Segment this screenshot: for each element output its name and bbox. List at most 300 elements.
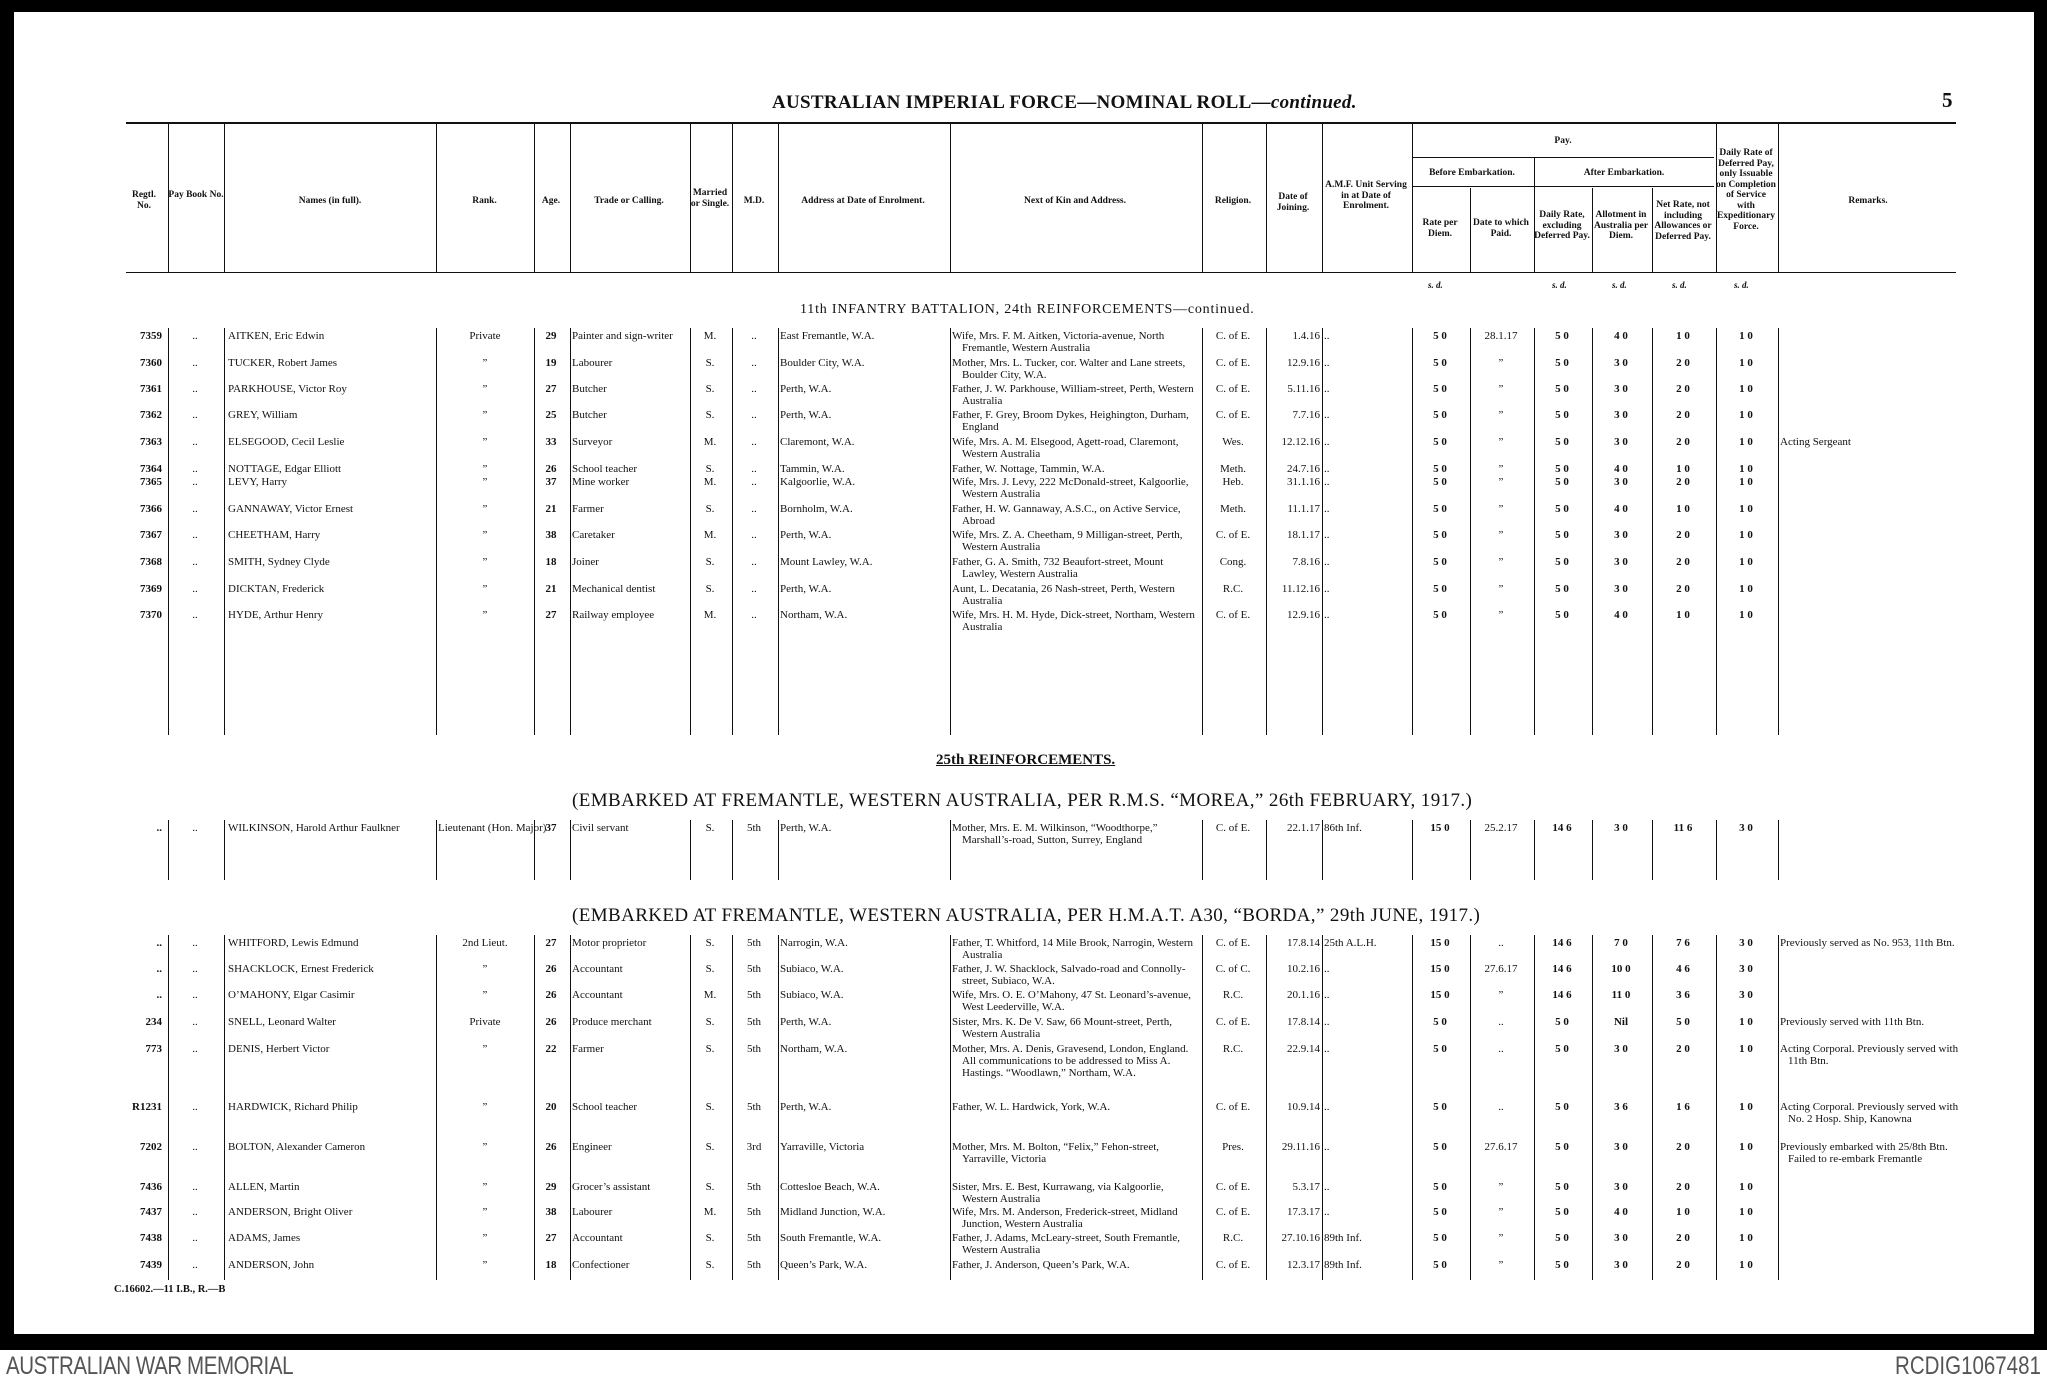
cell-age: 27 xyxy=(545,383,557,395)
cell-pb: .. xyxy=(192,609,198,621)
cell-rank: ” xyxy=(482,609,488,621)
cell-allot: 4 0 xyxy=(1614,503,1628,515)
column-rule xyxy=(1778,820,1779,880)
cell-name: LEVY, Harry xyxy=(228,476,288,488)
column-rule xyxy=(690,124,691,272)
cell-ms: M. xyxy=(703,609,717,621)
cell-rank: Lieutenant (Hon. Major) xyxy=(438,822,547,834)
column-rule xyxy=(732,124,733,272)
cell-nok: Father, J. W. Shacklock, Salvado-road and Connolly-street, Subiaco, W.A. xyxy=(952,963,1186,987)
cell-doj: 20.1.16 xyxy=(1287,989,1320,1001)
cell-rate: 5 0 xyxy=(1433,383,1447,395)
cell-age: 38 xyxy=(545,529,557,541)
cell-addr: Perth, W.A. xyxy=(780,383,832,395)
cell-allot: 3 0 xyxy=(1614,1259,1628,1271)
cell-daily: 5 0 xyxy=(1555,383,1569,395)
cell-paid: ” xyxy=(1498,357,1504,369)
cell-rem: Previously served as No. 953, 11th Btn. xyxy=(1780,937,1955,949)
cell-age: 22 xyxy=(545,1043,557,1055)
cell-daily: 5 0 xyxy=(1555,1232,1569,1244)
column-rule xyxy=(778,328,779,735)
cell-addr: Claremont, W.A. xyxy=(780,436,855,448)
cell-age: 21 xyxy=(545,583,557,595)
cell-pb: .. xyxy=(192,383,198,395)
cell-rel: C. of E. xyxy=(1215,529,1251,541)
cell-name: ANDERSON, Bright Oliver xyxy=(228,1206,353,1218)
cell-doj: 5.11.16 xyxy=(1287,383,1320,395)
cell-addr: Subiaco, W.A. xyxy=(780,989,844,1001)
cell-daily: 5 0 xyxy=(1555,436,1569,448)
cell-no: R1231 xyxy=(132,1101,162,1113)
cell-rem: Previously embarked with 25/8th Btn. Failed to re-embark Fremantle xyxy=(1780,1141,1948,1165)
pay-rule xyxy=(1412,157,1714,158)
cell-age: 26 xyxy=(545,1016,557,1028)
cell-def: 1 0 xyxy=(1739,436,1753,448)
cell-rel: C. of E. xyxy=(1215,1016,1251,1028)
cell-doj: 12.9.16 xyxy=(1287,357,1320,369)
cell-rank: 2nd Lieut. xyxy=(462,937,508,949)
cell-ms: S. xyxy=(705,556,715,568)
cell-no: 7365 xyxy=(140,476,162,488)
cell-rank: ” xyxy=(482,1141,488,1153)
cell-paid: ” xyxy=(1498,1181,1504,1193)
cell-rate: 5 0 xyxy=(1433,1181,1447,1193)
cell-trade: Mine worker xyxy=(572,476,630,488)
cell-addr: Bornholm, W.A. xyxy=(780,503,853,515)
cell-age: 25 xyxy=(545,409,557,421)
cell-doj: 22.9.14 xyxy=(1287,1043,1320,1055)
cell-nok: Father, H. W. Gannaway, A.S.C., on Active Service, Abroad xyxy=(952,503,1181,527)
column-rule xyxy=(1322,935,1323,1280)
cell-paid: ” xyxy=(1498,383,1504,395)
cell-no: 7439 xyxy=(140,1259,162,1271)
cell-trade: Grocer’s assistant xyxy=(572,1181,651,1193)
cell-pb: .. xyxy=(192,556,198,568)
cell-no: 7438 xyxy=(140,1232,162,1244)
cell-doj: 29.11.16 xyxy=(1281,1141,1320,1153)
cell-nok: Mother, Mrs. A. Denis, Gravesend, London, England. All communications to be addressed to Miss A. Hastings. “Woodlawn,” Northam, W.A. xyxy=(952,1043,1189,1079)
cell-rank: ” xyxy=(482,1043,488,1055)
cell-paid: ” xyxy=(1498,503,1504,515)
cell-no: .. xyxy=(156,989,162,1001)
cell-net: 2 0 xyxy=(1676,1043,1690,1055)
cell-rate: 5 0 xyxy=(1433,583,1447,595)
cell-rel: C. of E. xyxy=(1215,1181,1251,1193)
cell-doj: 7.8.16 xyxy=(1292,556,1320,568)
cell-age: 29 xyxy=(545,330,557,342)
cell-name: GANNAWAY, Victor Ernest xyxy=(228,503,354,515)
cell-name: HYDE, Arthur Henry xyxy=(228,609,324,621)
column-rule xyxy=(778,820,779,880)
column-rule xyxy=(1470,188,1471,272)
cell-net: 2 0 xyxy=(1676,476,1690,488)
cell-ms: S. xyxy=(705,1101,715,1113)
cell-age: 26 xyxy=(545,963,557,975)
cell-pb: .. xyxy=(192,330,198,342)
section-25th-reinforcements: 25th REINFORCEMENTS. xyxy=(936,752,1116,768)
column-rule xyxy=(950,328,951,735)
cell-allot: 3 0 xyxy=(1614,1141,1628,1153)
cell-addr: Tammin, W.A. xyxy=(780,463,845,475)
cell-pb: .. xyxy=(192,937,198,949)
cell-md: 5th xyxy=(746,822,762,834)
header-trade: Trade or Calling. xyxy=(594,196,664,206)
cell-def: 1 0 xyxy=(1739,330,1753,342)
cell-no: 234 xyxy=(145,1016,162,1028)
cell-rel: R.C. xyxy=(1222,989,1244,1001)
cell-daily: 14 6 xyxy=(1552,822,1572,834)
cell-rel: C. of E. xyxy=(1215,937,1251,949)
header-age: Age. xyxy=(541,196,561,206)
cell-name: O’MAHONY, Elgar Casimir xyxy=(228,989,355,1001)
cell-addr: Perth, W.A. xyxy=(780,409,832,421)
cell-daily: 5 0 xyxy=(1555,330,1569,342)
column-rule xyxy=(224,328,225,735)
cell-age: 27 xyxy=(545,937,557,949)
cell-def: 1 0 xyxy=(1739,583,1753,595)
cell-addr: Midland Junction, W.A. xyxy=(780,1206,886,1218)
archive-name: AUSTRALIAN WAR MEMORIAL xyxy=(6,1352,294,1380)
cell-addr: Subiaco, W.A. xyxy=(780,963,844,975)
cell-rank: ” xyxy=(482,476,488,488)
cell-daily: 5 0 xyxy=(1555,1016,1569,1028)
cell-rank: Private xyxy=(469,1016,501,1028)
cell-net: 2 0 xyxy=(1676,556,1690,568)
cell-trade: Joiner xyxy=(572,556,599,568)
cell-amf: .. xyxy=(1324,1016,1330,1028)
cell-doj: 18.1.17 xyxy=(1287,529,1320,541)
section-11th-battalion: 11th INFANTRY BATTALION, 24th REINFORCEMENTS—continued. xyxy=(800,302,1255,317)
column-rule xyxy=(570,935,571,1280)
cell-addr: Boulder City, W.A. xyxy=(780,357,865,369)
cell-daily: 5 0 xyxy=(1555,1101,1569,1113)
cell-amf: .. xyxy=(1324,963,1330,975)
header-date-paid: Date to which Paid. xyxy=(1473,218,1529,239)
header-next-of-kin: Next of Kin and Address. xyxy=(1024,196,1126,206)
cell-trade: Farmer xyxy=(572,1043,604,1055)
header-remarks: Remarks. xyxy=(1848,196,1888,206)
cell-no: 7437 xyxy=(140,1206,162,1218)
cell-paid: ” xyxy=(1498,436,1504,448)
cell-rel: R.C. xyxy=(1222,1043,1244,1055)
cell-net: 4 6 xyxy=(1676,963,1690,975)
column-rule xyxy=(168,935,169,1280)
cell-pb: .. xyxy=(192,463,198,475)
cell-addr: Perth, W.A. xyxy=(780,1101,832,1113)
cell-nok: Father, G. A. Smith, 732 Beaufort-street, Mount Lawley, Western Australia xyxy=(952,556,1164,580)
cell-ms: S. xyxy=(705,963,715,975)
cell-age: 18 xyxy=(545,556,557,568)
cell-md: 3rd xyxy=(746,1141,762,1153)
header-deferred: Daily Rate of Deferred Pay, only Issuable on Completion of Service with Expeditionary Force. xyxy=(1716,148,1776,232)
cell-rate: 5 0 xyxy=(1433,330,1447,342)
cell-ms: S. xyxy=(705,503,715,515)
cell-age: 19 xyxy=(545,357,557,369)
cell-no: 7366 xyxy=(140,503,162,515)
cell-name: WHITFORD, Lewis Edmund xyxy=(228,937,359,949)
cell-rate: 5 0 xyxy=(1433,476,1447,488)
cell-paid: ” xyxy=(1498,609,1504,621)
cell-rel: Heb. xyxy=(1222,476,1244,488)
cell-rank: ” xyxy=(482,383,488,395)
cell-def: 1 0 xyxy=(1739,1101,1753,1113)
cell-name: PARKHOUSE, Victor Roy xyxy=(228,383,347,395)
cell-doj: 7.7.16 xyxy=(1292,409,1320,421)
cell-def: 3 0 xyxy=(1739,989,1753,1001)
cell-pb: .. xyxy=(192,963,198,975)
cell-name: HARDWICK, Richard Philip xyxy=(228,1101,358,1113)
cell-rel: C. of E. xyxy=(1215,357,1251,369)
cell-def: 1 0 xyxy=(1739,463,1753,475)
cell-amf: .. xyxy=(1324,529,1330,541)
cell-rate: 5 0 xyxy=(1433,1043,1447,1055)
cell-addr: Mount Lawley, W.A. xyxy=(780,556,873,568)
cell-rel: C. of E. xyxy=(1215,330,1251,342)
cell-md: 5th xyxy=(746,1206,762,1218)
cell-no: 7370 xyxy=(140,609,162,621)
cell-doj: 17.8.14 xyxy=(1287,937,1320,949)
cell-daily: 5 0 xyxy=(1555,357,1569,369)
cell-paid: ” xyxy=(1498,1232,1504,1244)
header-regtl-no: Regtl. No. xyxy=(131,190,156,211)
cell-name: BOLTON, Alexander Cameron xyxy=(228,1141,366,1153)
cell-rank: ” xyxy=(482,583,488,595)
cell-rank: ” xyxy=(482,357,488,369)
column-rule xyxy=(1778,935,1779,1280)
cell-amf: .. xyxy=(1324,1141,1330,1153)
header-pay-book-no: Pay Book No. xyxy=(168,190,224,200)
cell-md: .. xyxy=(751,330,757,342)
column-rule xyxy=(168,328,169,735)
cell-addr: Narrogin, W.A. xyxy=(780,937,848,949)
cell-allot: 3 0 xyxy=(1614,383,1628,395)
cell-pb: .. xyxy=(192,1043,198,1055)
cell-pb: .. xyxy=(192,583,198,595)
cell-no: 7363 xyxy=(140,436,162,448)
column-rule xyxy=(1534,158,1535,272)
cell-pb: .. xyxy=(192,503,198,515)
cell-nok: Wife, Mrs. Z. A. Cheetham, 9 Milligan-street, Perth, Western Australia xyxy=(952,529,1183,553)
cell-rate: 5 0 xyxy=(1433,1101,1447,1113)
header-bottom-rule xyxy=(126,272,1956,273)
cell-nok: Father, W. L. Hardwick, York, W.A. xyxy=(952,1101,1111,1113)
section-morea-embarkation: (EMBARKED AT FREMANTLE, WESTERN AUSTRALIA, PER R.M.S. “MOREA,” 26th FEBRUARY, 1917.) xyxy=(572,790,1473,811)
cell-trade: Mechanical dentist xyxy=(572,583,656,595)
cell-allot: 3 0 xyxy=(1614,583,1628,595)
cell-def: 1 0 xyxy=(1739,357,1753,369)
column-rule xyxy=(570,820,571,880)
cell-rel: C. of E. xyxy=(1215,1206,1251,1218)
cell-paid: .. xyxy=(1498,1016,1504,1028)
cell-no: 773 xyxy=(145,1043,162,1055)
cell-paid: 27.6.17 xyxy=(1484,963,1518,975)
column-rule xyxy=(534,935,535,1280)
cell-rel: Meth. xyxy=(1220,503,1246,515)
cell-rank: ” xyxy=(482,1259,488,1271)
cell-nok: Sister, Mrs. K. De V. Saw, 66 Mount-street, Perth, Western Australia xyxy=(952,1016,1172,1040)
cell-nok: Wife, Mrs. A. M. Elsegood, Agett-road, Claremont, Western Australia xyxy=(952,436,1179,460)
cell-name: AITKEN, Eric Edwin xyxy=(228,330,325,342)
cell-allot: 4 0 xyxy=(1614,1206,1628,1218)
cell-no: 7436 xyxy=(140,1181,162,1193)
cell-doj: 12.12.16 xyxy=(1281,436,1320,448)
cell-allot: 3 0 xyxy=(1614,1232,1628,1244)
cell-daily: 14 6 xyxy=(1552,937,1572,949)
cell-daily: 14 6 xyxy=(1552,989,1572,1001)
cell-pb: .. xyxy=(192,1101,198,1113)
cell-paid: ” xyxy=(1498,1206,1504,1218)
cell-daily: 5 0 xyxy=(1555,1043,1569,1055)
cell-md: 5th xyxy=(746,1043,762,1055)
cell-doj: 11.1.17 xyxy=(1287,503,1320,515)
cell-doj: 10.9.14 xyxy=(1287,1101,1320,1113)
column-rule xyxy=(570,124,571,272)
cell-doj: 22.1.17 xyxy=(1287,822,1320,834)
cell-net: 1 0 xyxy=(1676,1206,1690,1218)
cell-rate: 5 0 xyxy=(1433,556,1447,568)
header-rank: Rank. xyxy=(472,196,497,206)
cell-def: 1 0 xyxy=(1739,1259,1753,1271)
cell-amf: .. xyxy=(1324,383,1330,395)
header-rate-per-diem: Rate per Diem. xyxy=(1422,218,1458,239)
cell-trade: Labourer xyxy=(572,1206,613,1218)
cell-paid: ” xyxy=(1498,556,1504,568)
column-rule xyxy=(1716,124,1717,272)
archive-id: RCDIG1067481 xyxy=(1895,1352,2041,1380)
column-rule xyxy=(534,328,535,735)
cell-nok: Sister, Mrs. E. Best, Kurrawang, via Kalgoorlie, Western Australia xyxy=(952,1181,1164,1205)
cell-allot: 4 0 xyxy=(1614,609,1628,621)
cell-ms: S. xyxy=(705,357,715,369)
cell-addr: Kalgoorlie, W.A. xyxy=(780,476,856,488)
cell-name: ADAMS, James xyxy=(228,1232,301,1244)
cell-pb: .. xyxy=(192,1206,198,1218)
cell-no: 7362 xyxy=(140,409,162,421)
cell-amf: .. xyxy=(1324,989,1330,1001)
cell-addr: Perth, W.A. xyxy=(780,1016,832,1028)
cell-nok: Father, J. Adams, McLeary-street, South Fremantle, Western Australia xyxy=(952,1232,1181,1256)
cell-paid: 28.1.17 xyxy=(1484,330,1518,342)
cell-net: 2 0 xyxy=(1676,436,1690,448)
cell-name: TUCKER, Robert James xyxy=(228,357,338,369)
cell-net: 2 0 xyxy=(1676,357,1690,369)
cell-doj: 1.4.16 xyxy=(1292,330,1320,342)
cell-md: .. xyxy=(751,463,757,475)
unit-allot: s. d. xyxy=(1612,280,1627,290)
cell-amf: .. xyxy=(1324,1101,1330,1113)
cell-no: 7364 xyxy=(140,463,162,475)
cell-amf: .. xyxy=(1324,583,1330,595)
cell-paid: ” xyxy=(1498,529,1504,541)
cell-rel: Cong. xyxy=(1219,556,1247,568)
cell-net: 11 6 xyxy=(1673,822,1693,834)
column-rule xyxy=(224,124,225,272)
column-rule xyxy=(778,935,779,1280)
cell-allot: 3 0 xyxy=(1614,357,1628,369)
cell-net: 3 6 xyxy=(1676,989,1690,1001)
cell-paid: ” xyxy=(1498,1259,1504,1271)
cell-amf: .. xyxy=(1324,503,1330,515)
cell-daily: 5 0 xyxy=(1555,529,1569,541)
cell-age: 26 xyxy=(545,989,557,1001)
cell-paid: 25.2.17 xyxy=(1484,822,1518,834)
cell-def: 1 0 xyxy=(1739,1206,1753,1218)
cell-no: 7368 xyxy=(140,556,162,568)
cell-rank: ” xyxy=(482,463,488,475)
cell-name: SNELL, Leonard Walter xyxy=(228,1016,336,1028)
cell-nok: Wife, Mrs. M. Anderson, Frederick-street, Midland Junction, Western Australia xyxy=(952,1206,1178,1230)
embark-rule xyxy=(1412,186,1714,187)
cell-md: .. xyxy=(751,357,757,369)
cell-allot: 3 0 xyxy=(1614,556,1628,568)
cell-rel: C. of E. xyxy=(1215,1259,1251,1271)
column-rule xyxy=(224,935,225,1280)
cell-age: 26 xyxy=(545,1141,557,1153)
cell-def: 1 0 xyxy=(1739,529,1753,541)
cell-age: 33 xyxy=(545,436,557,448)
cell-rate: 15 0 xyxy=(1430,822,1450,834)
column-rule xyxy=(436,124,437,272)
cell-def: 1 0 xyxy=(1739,409,1753,421)
cell-age: 27 xyxy=(545,609,557,621)
cell-trade: School teacher xyxy=(572,1101,638,1113)
cell-md: .. xyxy=(751,556,757,568)
cell-ms: M. xyxy=(703,476,717,488)
cell-net: 7 6 xyxy=(1676,937,1690,949)
column-rule xyxy=(168,124,169,272)
cell-amf: .. xyxy=(1324,436,1330,448)
cell-allot: 3 0 xyxy=(1614,822,1628,834)
cell-rem: Previously served with 11th Btn. xyxy=(1780,1016,1925,1028)
cell-ms: S. xyxy=(705,937,715,949)
cell-amf: 86th Inf. xyxy=(1324,822,1362,834)
cell-amf: .. xyxy=(1324,330,1330,342)
column-rule xyxy=(168,820,169,880)
cell-addr: Perth, W.A. xyxy=(780,529,832,541)
section-borda-embarkation: (EMBARKED AT FREMANTLE, WESTERN AUSTRALIA, PER H.M.A.T. A30, “BORDA,” 29th JUNE, 1917.) xyxy=(572,905,1481,926)
cell-name: ALLEN, Martin xyxy=(228,1181,300,1193)
cell-daily: 5 0 xyxy=(1555,583,1569,595)
header-md: M.D. xyxy=(743,196,765,206)
header-amf-unit: A.M.F. Unit Serving in at Date of Enrolment. xyxy=(1325,180,1407,211)
cell-rate: 15 0 xyxy=(1430,963,1450,975)
cell-trade: Confectioner xyxy=(572,1259,630,1271)
unit-rate: s. d. xyxy=(1428,280,1443,290)
cell-daily: 5 0 xyxy=(1555,463,1569,475)
cell-md: 5th xyxy=(746,1181,762,1193)
cell-ms: M. xyxy=(703,436,717,448)
header-net-rate: Net Rate, not including Allowances or Deferred Pay. xyxy=(1654,200,1712,242)
cell-trade: Railway employee xyxy=(572,609,655,621)
cell-name: WILKINSON, Harold Arthur Faulkner xyxy=(228,822,400,834)
cell-rate: 5 0 xyxy=(1433,1141,1447,1153)
header-top-rule xyxy=(126,122,1956,124)
cell-trade: Accountant xyxy=(572,963,623,975)
cell-amf: .. xyxy=(1324,476,1330,488)
cell-md: 5th xyxy=(746,1016,762,1028)
cell-rem: Acting Sergeant xyxy=(1780,436,1851,448)
cell-rel: C. of E. xyxy=(1215,383,1251,395)
cell-net: 1 0 xyxy=(1676,463,1690,475)
column-rule xyxy=(1652,188,1653,272)
cell-md: .. xyxy=(751,583,757,595)
cell-net: 2 0 xyxy=(1676,583,1690,595)
cell-rate: 5 0 xyxy=(1433,357,1447,369)
cell-ms: S. xyxy=(705,1259,715,1271)
cell-rem: Acting Corporal. Previously served with 11th Btn. xyxy=(1780,1043,1959,1067)
cell-addr: Yarraville, Victoria xyxy=(780,1141,865,1153)
cell-rate: 5 0 xyxy=(1433,1259,1447,1271)
